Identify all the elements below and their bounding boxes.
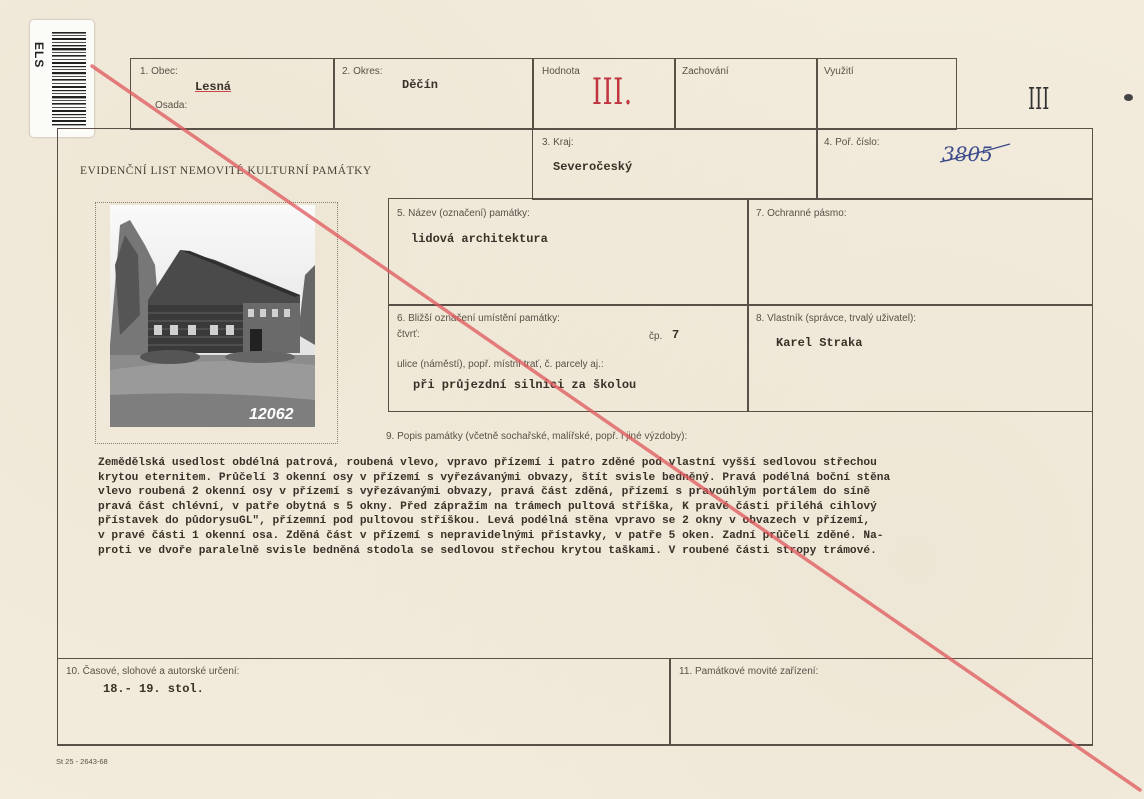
- kraj-value: Severočeský: [553, 160, 633, 174]
- popis-line: přístavek do půdorysuGL", přízemní pod pultovou stříškou. Levá podélná stěna vpravo se 2 okny v obvazech v přízemí,: [98, 515, 871, 528]
- margin-mark: III: [1028, 82, 1050, 117]
- ulice-value: při průjezdní silnici za školou: [413, 378, 637, 392]
- nazev-label: 5. Název (označení) památky:: [397, 208, 530, 219]
- nazev-value: lidová architektura: [411, 232, 548, 246]
- cp-value: 7: [672, 328, 680, 342]
- osada-label: Osada:: [155, 100, 188, 111]
- sticker-code: ELS: [32, 42, 46, 69]
- ulice-label: ulice (náměstí), popř. místní trať, č. parcely aj.:: [397, 359, 604, 370]
- cp-label: čp.: [649, 331, 663, 342]
- obec-value: Lesná: [195, 80, 232, 94]
- form-title: EVIDENČNÍ LIST NEMOVITÉ KULTURNÍ PAMÁTKY: [80, 165, 372, 177]
- popis-label: 9. Popis památky (včetně sochařské, malířské, popř. i jiné výzdoby):: [386, 431, 688, 442]
- ochranne-label: 7. Ochranné pásmo:: [756, 208, 847, 219]
- okres-label: 2. Okres:: [342, 66, 383, 77]
- vyuziti-label: Využití: [824, 66, 854, 77]
- popis-line: v pravé části 1 okenní osa. Zděná část v přízemí s nepravidelnými přístavky, v patře 5 oken. Zadní průčelí zděné. Na-: [98, 529, 884, 542]
- casove-value: 18.- 19. stol.: [103, 682, 204, 696]
- por-cislo-label: 4. Poř. číslo:: [824, 137, 880, 148]
- popis-line: krytou eternitem. Průčelí 3 okenní osy v přízemí s vyřezávanými obvazy, štít svisle bedněný. Pravá podélná boční stěna: [98, 471, 891, 484]
- kraj-label: 3. Kraj:: [542, 137, 574, 148]
- photo-number: 12062: [249, 406, 294, 423]
- umisteni-label: 6. Bližší označení umístění památky:: [397, 313, 560, 324]
- obec-label: 1. Obec:: [140, 66, 178, 77]
- vlastnik-value: Karel Straka: [776, 336, 863, 350]
- hodnota-value: III.: [592, 72, 633, 113]
- okres-value: Děčín: [402, 78, 439, 92]
- hodnota-label: Hodnota: [542, 66, 580, 77]
- por-cislo-value: 3805: [942, 142, 993, 166]
- popis-line: proti ve dvoře paralelně svisle bedněná stodola se sedlovou střechou krytou taškami. V roubené části stropy trámové.: [98, 544, 877, 557]
- ctvrt-label: čtvrť:: [397, 329, 420, 340]
- popis-line: Zemědělská usedlost obdélná patrová, roubená vlevo, vpravo přízemí i patro zděné pod vlastní vyšší sedlovou střechou: [98, 457, 877, 469]
- vlastnik-label: 8. Vlastník (správce, trvalý uživatel):: [756, 313, 917, 324]
- footer-code: St 25 - 2643-68: [56, 757, 108, 766]
- casove-label: 10. Časové, slohové a autorské určení:: [66, 666, 240, 677]
- popis-line: vlevo roubená 2 okenní osy v přízemí s vyřezávanými obvazy, pravá část zděná, přízemí s pravoúhlým portálem do síně: [98, 486, 871, 499]
- zachovani-label: Zachování: [682, 66, 729, 77]
- movite-label: 11. Památkové movité zařízení:: [679, 666, 819, 677]
- popis-line: pravá část chlévní, v patře obytná s 5 okny. Před zápražím na trámech pultová stříška, K pravé části přiléhá cihlový: [98, 500, 877, 513]
